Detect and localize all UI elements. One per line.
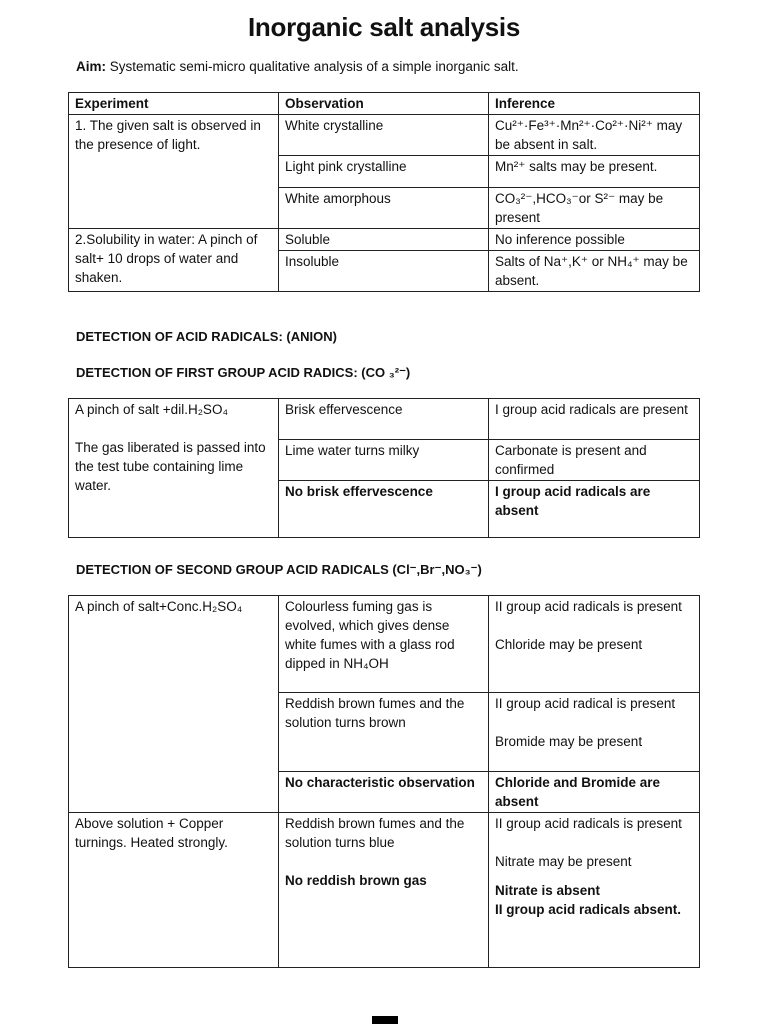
inference-cell: Carbonate is present and confirmed bbox=[489, 440, 700, 481]
table-row bbox=[69, 596, 700, 693]
observation-cell: Reddish brown fumes and the solution turns brown bbox=[279, 693, 489, 772]
inference-line: Nitrate is absent bbox=[495, 883, 601, 898]
first-group-table bbox=[68, 398, 700, 538]
inference-cell: Mn²⁺ salts may be present. bbox=[489, 156, 700, 188]
observation-cell: Lime water turns milky bbox=[279, 440, 489, 481]
header-inference: Inference bbox=[489, 93, 700, 115]
observation-line: No reddish brown gas bbox=[285, 873, 427, 888]
inference-cell: Cu²⁺·Fe³⁺·Mn²⁺·Co²⁺·Ni²⁺ may be absent in salt. bbox=[489, 115, 700, 156]
observation-cell: White crystalline bbox=[279, 115, 489, 156]
observation-cell: No brisk effervescence bbox=[279, 481, 489, 538]
inference-cell bbox=[489, 693, 700, 772]
inference-line: Chloride may be present bbox=[495, 637, 643, 652]
experiment-step: The gas liberated is passed into the test tube containing lime water. bbox=[75, 440, 266, 493]
table-row bbox=[69, 813, 700, 968]
experiment-cell: 2.Solubility in water: A pinch of salt+ 10 drops of water and shaken. bbox=[69, 229, 279, 292]
inference-cell: Chloride and Bromide are absent bbox=[489, 772, 700, 813]
page-title: Inorganic salt analysis bbox=[248, 12, 520, 42]
aim-line bbox=[76, 59, 519, 74]
experiment-cell bbox=[69, 399, 279, 538]
inference-cell: I group acid radicals are present bbox=[489, 399, 700, 440]
inference-line: Nitrate may be present bbox=[495, 854, 632, 869]
inference-line: II group acid radicals is present bbox=[495, 599, 682, 614]
section-heading-anion: DETECTION OF ACID RADICALS: (ANION) bbox=[76, 329, 337, 344]
inference-cell: Salts of Na⁺,K⁺ or NH₄⁺ may be absent. bbox=[489, 251, 700, 292]
observation-line: Reddish brown fumes and the solution turns blue bbox=[285, 816, 465, 850]
table-row bbox=[69, 115, 700, 156]
inference-cell: I group acid radicals are absent bbox=[489, 481, 700, 538]
observation-cell: Insoluble bbox=[279, 251, 489, 292]
inference-cell: No inference possible bbox=[489, 229, 700, 251]
experiment-step: A pinch of salt +dil.H₂SO₄ bbox=[75, 402, 228, 417]
table-row bbox=[69, 229, 700, 251]
observation-cell: White amorphous bbox=[279, 188, 489, 229]
observation-cell: Soluble bbox=[279, 229, 489, 251]
section-heading-second-group: DETECTION OF SECOND GROUP ACID RADICALS (Cl⁻,Br⁻,NO₃⁻) bbox=[76, 562, 482, 577]
observation-cell bbox=[279, 813, 489, 968]
section-heading-first-group: DETECTION OF FIRST GROUP ACID RADICS: (CO ₃²⁻) bbox=[76, 365, 411, 380]
table-header-row bbox=[69, 93, 700, 115]
experiment-cell: Above solution + Copper turnings. Heated strongly. bbox=[69, 813, 279, 968]
inference-line: II group acid radicals is present bbox=[495, 816, 682, 831]
observation-cell: Brisk effervescence bbox=[279, 399, 489, 440]
inference-line: II group acid radicals absent. bbox=[495, 902, 682, 917]
header-experiment: Experiment bbox=[69, 93, 279, 115]
experiment-cell: 1. The given salt is observed in the presence of light. bbox=[69, 115, 279, 229]
experiment-cell: A pinch of salt+Conc.H₂SO₄ bbox=[69, 596, 279, 813]
table-row bbox=[69, 399, 700, 440]
header-observation: Observation bbox=[279, 93, 489, 115]
second-group-table bbox=[68, 595, 700, 968]
observation-cell: Light pink crystalline bbox=[279, 156, 489, 188]
page-marker bbox=[372, 1016, 398, 1024]
inference-line: Bromide may be present bbox=[495, 734, 643, 749]
inference-cell: CO₃²⁻,HCO₃⁻or S²⁻ may be present bbox=[489, 188, 700, 229]
aim-label: Aim: bbox=[76, 59, 106, 74]
observation-cell: No characteristic observation bbox=[279, 772, 489, 813]
observation-cell: Colourless fuming gas is evolved, which gives dense white fumes with a glass rod dipped in NH₄OH bbox=[279, 596, 489, 693]
inference-cell bbox=[489, 596, 700, 693]
inference-line: II group acid radical is present bbox=[495, 696, 676, 711]
inference-cell bbox=[489, 813, 700, 968]
observation-table bbox=[68, 92, 700, 292]
aim-text: Systematic semi-micro qualitative analysis of a simple inorganic salt. bbox=[106, 59, 519, 74]
